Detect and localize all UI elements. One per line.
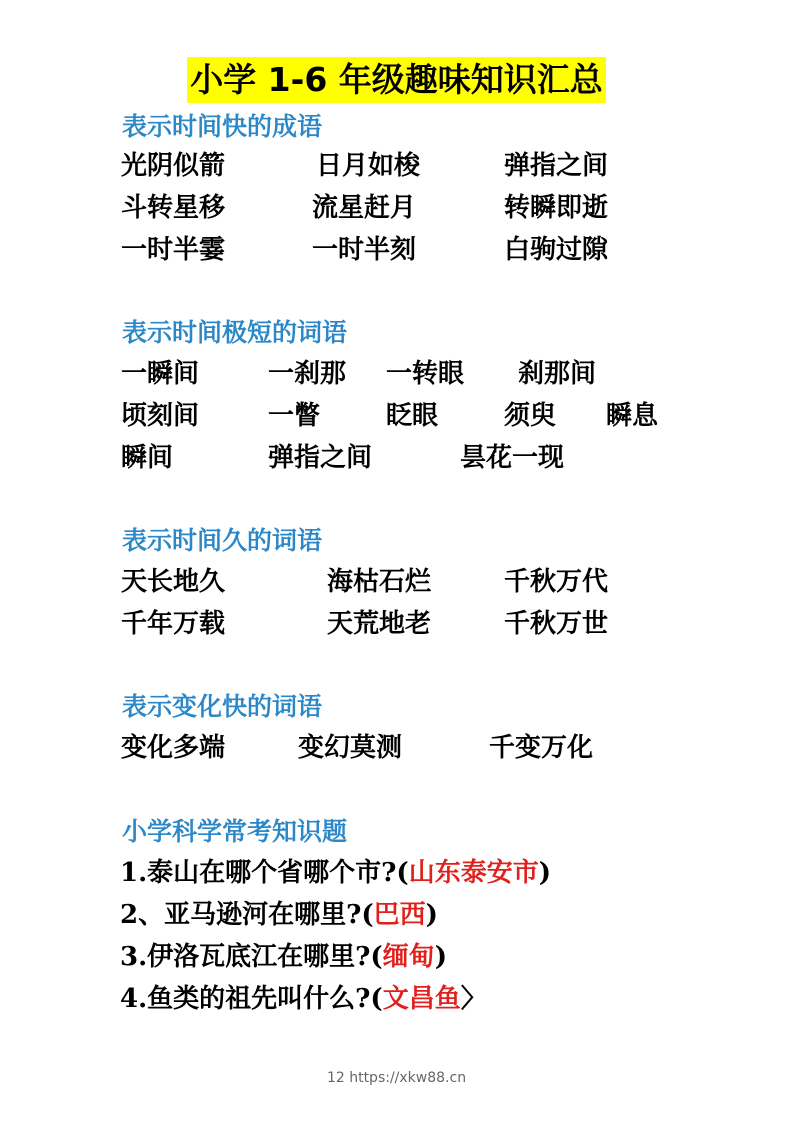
word: 流星赶月 — [312, 193, 417, 223]
word: 一时半霎 — [121, 235, 226, 265]
word: 白驹过隙 — [504, 235, 609, 265]
quiz-question — [120, 941, 447, 973]
quiz-question — [120, 899, 438, 931]
page-title: 小学 1-6 年级趣味知识汇总 — [187, 57, 606, 103]
answer-text: 山东泰安市 — [408, 858, 539, 888]
word: 天荒地老 — [327, 609, 432, 639]
section-heading-science-quiz: 小学科学常考知识题 — [122, 817, 348, 846]
word: 千秋万世 — [504, 609, 609, 639]
word: 日月如梭 — [316, 151, 421, 181]
word: 弹指之间 — [268, 443, 373, 473]
word: 天长地久 — [121, 567, 226, 597]
word: 瞬间 — [121, 443, 174, 473]
word: 须臾 — [504, 401, 557, 431]
word: 一刹那 — [268, 359, 347, 389]
word: 斗转星移 — [121, 193, 226, 223]
word: 一时半刻 — [312, 235, 417, 265]
word: 刹那间 — [518, 359, 597, 389]
word: 千年万载 — [121, 609, 226, 639]
answer-text: 文昌鱼 — [382, 984, 461, 1014]
section-heading-short-time: 表示时间极短的词语 — [122, 318, 348, 347]
word: 弹指之间 — [504, 151, 609, 181]
word: 海枯石烂 — [327, 567, 432, 597]
word: 一转眼 — [386, 359, 465, 389]
word: 变幻莫测 — [298, 733, 403, 763]
word: 昙花一现 — [460, 443, 565, 473]
page-footer: 12 https://xkw88.cn — [326, 1070, 467, 1086]
question-end: ) — [434, 942, 448, 972]
question-text: 1.泰山在哪个省哪个市?( — [120, 858, 409, 888]
word: 千秋万代 — [504, 567, 609, 597]
word: 眨眼 — [386, 401, 439, 431]
answer-text: 缅甸 — [382, 942, 435, 972]
question-text: 3.伊洛瓦底江在哪里?( — [120, 942, 383, 972]
section-heading-fast-idioms: 表示时间快的成语 — [122, 112, 323, 141]
section-heading-long-time: 表示时间久的词语 — [122, 526, 323, 555]
word: 变化多端 — [121, 733, 226, 763]
question-end: ) — [425, 900, 438, 930]
word: 顷刻间 — [121, 401, 200, 431]
word: 一瞥 — [268, 401, 321, 431]
word: 转瞬即逝 — [504, 193, 609, 223]
answer-text: 巴西 — [373, 900, 426, 930]
question-end: ) — [538, 858, 552, 888]
question-text: 4.鱼类的祖先叫什么?( — [120, 984, 383, 1014]
word: 瞬息 — [606, 401, 659, 431]
section-heading-fast-change: 表示变化快的词语 — [122, 692, 323, 721]
word: 一瞬间 — [121, 359, 200, 389]
question-end: 〉 — [460, 984, 487, 1014]
quiz-question — [120, 983, 487, 1015]
word: 光阴似箭 — [121, 151, 226, 181]
word: 千变万化 — [489, 733, 594, 763]
quiz-question — [120, 857, 551, 889]
question-text: 2、亚马逊河在哪里?( — [120, 900, 374, 930]
